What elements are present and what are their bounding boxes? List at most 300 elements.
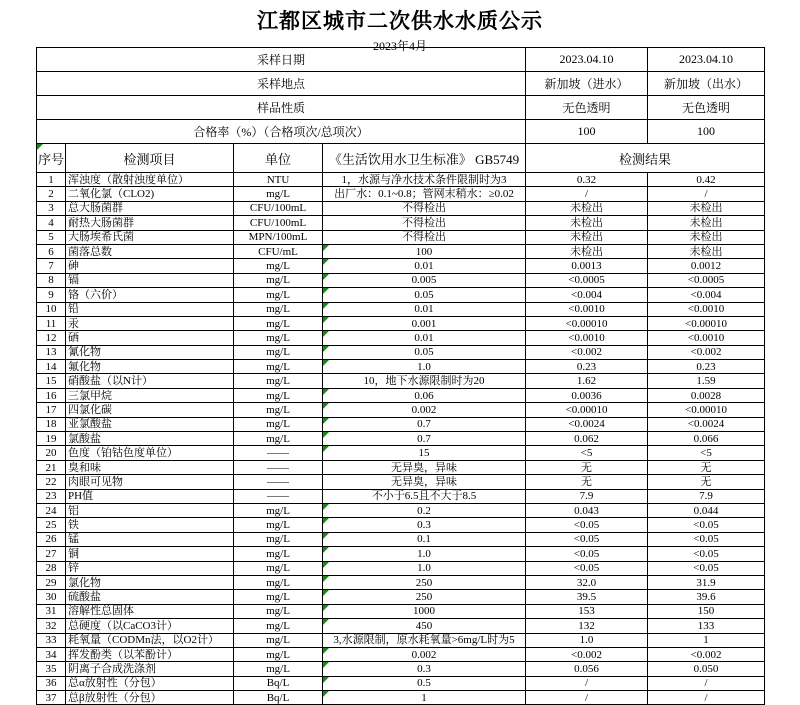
- result-outlet-cell: 未检出: [648, 216, 765, 230]
- row-index-cell: 33: [37, 633, 66, 647]
- table-row: [37, 590, 765, 604]
- item-name-cell: 四氯化碳: [66, 403, 234, 417]
- table-row: [37, 201, 765, 215]
- info-row-label: 样品性质: [37, 96, 526, 120]
- table-row: [37, 561, 765, 575]
- result-inlet-cell: <0.00010: [526, 316, 648, 330]
- standard-limit-cell: 0.01: [323, 331, 526, 345]
- unit-cell: mg/L: [234, 432, 323, 446]
- standard-limit-cell: 1000: [323, 604, 526, 618]
- excel-flag-icon: [323, 331, 329, 337]
- result-outlet-cell: 0.42: [648, 173, 765, 187]
- result-inlet-cell: <0.002: [526, 345, 648, 359]
- unit-cell: mg/L: [234, 633, 323, 647]
- table-row: [37, 288, 765, 302]
- standard-limit-cell: 0.3: [323, 662, 526, 676]
- item-name-cell: 硒: [66, 331, 234, 345]
- result-inlet-cell: 无: [526, 460, 648, 474]
- item-name-cell: PH值: [66, 489, 234, 503]
- excel-flag-icon: [323, 360, 329, 366]
- result-inlet-cell: 132: [526, 619, 648, 633]
- result-outlet-cell: <0.00010: [648, 316, 765, 330]
- info-section: [37, 48, 765, 144]
- row-index-cell: 21: [37, 460, 66, 474]
- unit-cell: ——: [234, 446, 323, 460]
- standard-limit-cell: 0.06: [323, 388, 526, 402]
- standard-limit-cell: 无异臭，异味: [323, 460, 526, 474]
- standard-limit-cell: 0.3: [323, 518, 526, 532]
- unit-cell: mg/L: [234, 518, 323, 532]
- result-inlet-cell: 0.23: [526, 360, 648, 374]
- item-name-cell: 铜: [66, 547, 234, 561]
- result-outlet-cell: <0.004: [648, 288, 765, 302]
- standard-limit-cell: 出厂水：0.1~0.8；管网末稍水：≥0.02: [323, 187, 526, 201]
- column-header-standard: 《生活饮用水卫生标准》 GB5749: [323, 144, 526, 173]
- page-title: 江都区城市二次供水水质公示: [257, 9, 543, 33]
- result-outlet-cell: <0.05: [648, 532, 765, 546]
- result-inlet-cell: 未检出: [526, 201, 648, 215]
- result-inlet-cell: <0.05: [526, 561, 648, 575]
- info-row-sampling-location: [37, 72, 765, 96]
- data-section: [37, 173, 765, 705]
- unit-cell: ——: [234, 489, 323, 503]
- unit-cell: mg/L: [234, 374, 323, 388]
- standard-limit-cell: 1，水源与净水技术条件限制时为3: [323, 173, 526, 187]
- row-index-cell: 16: [37, 388, 66, 402]
- item-name-cell: 耗氧量（CODMn法，以O2计）: [66, 633, 234, 647]
- row-index-cell: 5: [37, 230, 66, 244]
- result-outlet-cell: /: [648, 691, 765, 705]
- column-header-item: 检测项目: [66, 144, 234, 173]
- item-name-cell: 菌落总数: [66, 244, 234, 258]
- unit-cell: mg/L: [234, 259, 323, 273]
- result-outlet-cell: <0.05: [648, 518, 765, 532]
- unit-cell: mg/L: [234, 273, 323, 287]
- unit-cell: mg/L: [234, 604, 323, 618]
- result-outlet-cell: /: [648, 676, 765, 690]
- info-row-sample-property: [37, 96, 765, 120]
- row-index-cell: 27: [37, 547, 66, 561]
- excel-flag-icon: [323, 619, 329, 625]
- table-row: [37, 244, 765, 258]
- table-row: [37, 360, 765, 374]
- excel-flag-icon: [323, 562, 329, 568]
- info-value-inlet: 100: [526, 120, 648, 144]
- item-name-cell: 汞: [66, 316, 234, 330]
- result-outlet-cell: 31.9: [648, 575, 765, 589]
- unit-cell: MPN/100mL: [234, 230, 323, 244]
- row-index-cell: 19: [37, 432, 66, 446]
- unit-cell: mg/L: [234, 417, 323, 431]
- standard-limit-cell: 无异臭，异味: [323, 475, 526, 489]
- info-row-sampling-date: [37, 48, 765, 72]
- table-row: [37, 259, 765, 273]
- item-name-cell: 氯酸盐: [66, 432, 234, 446]
- unit-cell: mg/L: [234, 662, 323, 676]
- result-outlet-cell: <0.05: [648, 547, 765, 561]
- info-value-inlet: 2023.04.10: [526, 48, 648, 72]
- table-row: [37, 691, 765, 705]
- result-outlet-cell: <0.00010: [648, 403, 765, 417]
- row-index-cell: 32: [37, 619, 66, 633]
- result-inlet-cell: <0.0010: [526, 302, 648, 316]
- result-inlet-cell: <0.00010: [526, 403, 648, 417]
- info-row-pass-rate: [37, 120, 765, 144]
- excel-flag-icon: [37, 144, 43, 150]
- result-outlet-cell: <0.0010: [648, 302, 765, 316]
- item-name-cell: 总α放射性（分包）: [66, 676, 234, 690]
- excel-flag-icon: [323, 590, 329, 596]
- table-row: [37, 216, 765, 230]
- unit-cell: mg/L: [234, 547, 323, 561]
- row-index-cell: 36: [37, 676, 66, 690]
- excel-flag-icon: [323, 605, 329, 611]
- result-inlet-cell: 153: [526, 604, 648, 618]
- item-name-cell: 锰: [66, 532, 234, 546]
- item-name-cell: 挥发酚类（以苯酚计）: [66, 647, 234, 661]
- table-row: [37, 547, 765, 561]
- item-name-cell: 氰化物: [66, 345, 234, 359]
- unit-cell: mg/L: [234, 590, 323, 604]
- result-inlet-cell: /: [526, 691, 648, 705]
- standard-limit-cell: 不得检出: [323, 201, 526, 215]
- column-header-index-label: 序号: [37, 151, 64, 167]
- row-index-cell: 35: [37, 662, 66, 676]
- result-inlet-cell: <0.05: [526, 547, 648, 561]
- item-name-cell: 亚氯酸盐: [66, 417, 234, 431]
- excel-flag-icon: [323, 576, 329, 582]
- standard-limit-cell: 10，地下水源限制时为20: [323, 374, 526, 388]
- table-row: [37, 503, 765, 517]
- standard-limit-cell: 0.05: [323, 288, 526, 302]
- unit-cell: mg/L: [234, 331, 323, 345]
- column-header-row: [37, 144, 765, 173]
- standard-limit-cell: 0.05: [323, 345, 526, 359]
- table-row: [37, 460, 765, 474]
- result-inlet-cell: <0.004: [526, 288, 648, 302]
- item-name-cell: 氯化物: [66, 575, 234, 589]
- item-name-cell: 硝酸盐（以N计）: [66, 374, 234, 388]
- result-inlet-cell: 39.5: [526, 590, 648, 604]
- result-inlet-cell: <0.0005: [526, 273, 648, 287]
- table-row: [37, 446, 765, 460]
- item-name-cell: 溶解性总固体: [66, 604, 234, 618]
- row-index-cell: 24: [37, 503, 66, 517]
- item-name-cell: 臭和味: [66, 460, 234, 474]
- excel-flag-icon: [323, 533, 329, 539]
- result-inlet-cell: 1.62: [526, 374, 648, 388]
- result-inlet-cell: /: [526, 676, 648, 690]
- row-index-cell: 13: [37, 345, 66, 359]
- row-index-cell: 28: [37, 561, 66, 575]
- unit-cell: CFU/100mL: [234, 201, 323, 215]
- item-name-cell: 浑浊度（散射浊度单位）: [66, 173, 234, 187]
- unit-cell: mg/L: [234, 647, 323, 661]
- excel-flag-icon: [323, 403, 329, 409]
- unit-cell: mg/L: [234, 619, 323, 633]
- row-index-cell: 25: [37, 518, 66, 532]
- item-name-cell: 硫酸盐: [66, 590, 234, 604]
- result-outlet-cell: 0.0028: [648, 388, 765, 402]
- row-index-cell: 14: [37, 360, 66, 374]
- unit-cell: CFU/mL: [234, 244, 323, 258]
- table-row: [37, 604, 765, 618]
- result-inlet-cell: 0.0036: [526, 388, 648, 402]
- table-row: [37, 432, 765, 446]
- unit-cell: mg/L: [234, 403, 323, 417]
- item-name-cell: 大肠埃希氏菌: [66, 230, 234, 244]
- result-inlet-cell: 1.0: [526, 633, 648, 647]
- row-index-cell: 34: [37, 647, 66, 661]
- excel-flag-icon: [323, 288, 329, 294]
- water-quality-table: [36, 47, 765, 705]
- table-row: [37, 662, 765, 676]
- row-index-cell: 15: [37, 374, 66, 388]
- table-row: [37, 575, 765, 589]
- result-outlet-cell: 1: [648, 633, 765, 647]
- table-row: [37, 345, 765, 359]
- info-value-outlet: 新加坡（出水）: [648, 72, 765, 96]
- excel-flag-icon: [323, 303, 329, 309]
- info-value-inlet: 新加坡（进水）: [526, 72, 648, 96]
- excel-flag-icon: [323, 346, 329, 352]
- result-outlet-cell: <0.0005: [648, 273, 765, 287]
- item-name-cell: 阴离子合成洗涤剂: [66, 662, 234, 676]
- unit-cell: mg/L: [234, 532, 323, 546]
- result-outlet-cell: 0.0012: [648, 259, 765, 273]
- column-header-section: [37, 144, 765, 173]
- row-index-cell: 10: [37, 302, 66, 316]
- standard-limit-cell: 250: [323, 590, 526, 604]
- table-row: [37, 388, 765, 402]
- table-row: [37, 316, 765, 330]
- item-name-cell: 铅: [66, 302, 234, 316]
- item-name-cell: 总β放射性（分包）: [66, 691, 234, 705]
- row-index-cell: 17: [37, 403, 66, 417]
- standard-limit-cell: 1.0: [323, 561, 526, 575]
- standard-limit-cell: 1: [323, 691, 526, 705]
- info-row-label: 采样地点: [37, 72, 526, 96]
- unit-cell: Bq/L: [234, 691, 323, 705]
- result-outlet-cell: <0.0010: [648, 331, 765, 345]
- page-subtitle: 2023年4月: [372, 39, 427, 53]
- standard-limit-cell: 0.2: [323, 503, 526, 517]
- row-index-cell: 12: [37, 331, 66, 345]
- row-index-cell: 18: [37, 417, 66, 431]
- excel-flag-icon: [323, 245, 329, 251]
- row-index-cell: 30: [37, 590, 66, 604]
- result-outlet-cell: 未检出: [648, 244, 765, 258]
- table-row: [37, 403, 765, 417]
- standard-limit-cell: 100: [323, 244, 526, 258]
- result-outlet-cell: <0.05: [648, 561, 765, 575]
- excel-flag-icon: [323, 259, 329, 265]
- excel-flag-icon: [323, 677, 329, 683]
- result-outlet-cell: 0.23: [648, 360, 765, 374]
- table-row: [37, 302, 765, 316]
- result-outlet-cell: 133: [648, 619, 765, 633]
- unit-cell: CFU/100mL: [234, 216, 323, 230]
- item-name-cell: 氟化物: [66, 360, 234, 374]
- standard-limit-cell: 0.005: [323, 273, 526, 287]
- item-name-cell: 总大肠菌群: [66, 201, 234, 215]
- row-index-cell: 20: [37, 446, 66, 460]
- result-outlet-cell: 7.9: [648, 489, 765, 503]
- standard-limit-cell: 不得检出: [323, 216, 526, 230]
- result-outlet-cell: 无: [648, 460, 765, 474]
- row-index-cell: 23: [37, 489, 66, 503]
- unit-cell: mg/L: [234, 360, 323, 374]
- item-name-cell: 砷: [66, 259, 234, 273]
- row-index-cell: 1: [37, 173, 66, 187]
- unit-cell: mg/L: [234, 575, 323, 589]
- table-row: [37, 676, 765, 690]
- result-inlet-cell: 7.9: [526, 489, 648, 503]
- result-outlet-cell: <0.0024: [648, 417, 765, 431]
- table-row: [37, 187, 765, 201]
- item-name-cell: 镉: [66, 273, 234, 287]
- result-inlet-cell: 0.043: [526, 503, 648, 517]
- item-name-cell: 肉眼可见物: [66, 475, 234, 489]
- standard-limit-cell: 0.7: [323, 432, 526, 446]
- result-outlet-cell: 0.050: [648, 662, 765, 676]
- unit-cell: NTU: [234, 173, 323, 187]
- excel-flag-icon: [323, 648, 329, 654]
- standard-limit-cell: 0.5: [323, 676, 526, 690]
- info-value-inlet: 无色透明: [526, 96, 648, 120]
- excel-flag-icon: [323, 389, 329, 395]
- result-outlet-cell: 无: [648, 475, 765, 489]
- result-inlet-cell: /: [526, 187, 648, 201]
- unit-cell: mg/L: [234, 503, 323, 517]
- row-index-cell: 4: [37, 216, 66, 230]
- result-inlet-cell: 0.0013: [526, 259, 648, 273]
- table-row: [37, 173, 765, 187]
- result-inlet-cell: 0.056: [526, 662, 648, 676]
- unit-cell: mg/L: [234, 345, 323, 359]
- standard-limit-cell: 1.0: [323, 360, 526, 374]
- result-inlet-cell: <0.002: [526, 647, 648, 661]
- result-inlet-cell: <0.0010: [526, 331, 648, 345]
- excel-flag-icon: [323, 317, 329, 323]
- row-index-cell: 9: [37, 288, 66, 302]
- row-index-cell: 22: [37, 475, 66, 489]
- unit-cell: mg/L: [234, 388, 323, 402]
- result-outlet-cell: <0.002: [648, 345, 765, 359]
- row-index-cell: 7: [37, 259, 66, 273]
- standard-limit-cell: 1.0: [323, 547, 526, 561]
- table-row: [37, 647, 765, 661]
- info-value-outlet: 100: [648, 120, 765, 144]
- table-row: [37, 489, 765, 503]
- item-name-cell: 耐热大肠菌群: [66, 216, 234, 230]
- row-index-cell: 3: [37, 201, 66, 215]
- result-inlet-cell: 0.062: [526, 432, 648, 446]
- item-name-cell: 色度（铂钴色度单位）: [66, 446, 234, 460]
- info-value-outlet: 2023.04.10: [648, 48, 765, 72]
- result-outlet-cell: 0.066: [648, 432, 765, 446]
- table-row: [37, 331, 765, 345]
- standard-limit-cell: 250: [323, 575, 526, 589]
- result-outlet-cell: 未检出: [648, 201, 765, 215]
- column-header-unit: 单位: [234, 144, 323, 173]
- unit-cell: mg/L: [234, 316, 323, 330]
- excel-flag-icon: [323, 518, 329, 524]
- result-inlet-cell: <0.05: [526, 532, 648, 546]
- result-inlet-cell: 无: [526, 475, 648, 489]
- table-row: [37, 532, 765, 546]
- result-outlet-cell: 150: [648, 604, 765, 618]
- table-row: [37, 273, 765, 287]
- standard-limit-cell: 不小于6.5且不大于8.5: [323, 489, 526, 503]
- standard-limit-cell: 0.002: [323, 647, 526, 661]
- item-name-cell: 铝: [66, 503, 234, 517]
- excel-flag-icon: [323, 547, 329, 553]
- excel-flag-icon: [323, 432, 329, 438]
- standard-limit-cell: 0.001: [323, 316, 526, 330]
- unit-cell: Bq/L: [234, 676, 323, 690]
- row-index-cell: 29: [37, 575, 66, 589]
- result-outlet-cell: 0.044: [648, 503, 765, 517]
- info-value-outlet: 无色透明: [648, 96, 765, 120]
- excel-flag-icon: [323, 446, 329, 452]
- row-index-cell: 37: [37, 691, 66, 705]
- result-inlet-cell: 未检出: [526, 244, 648, 258]
- item-name-cell: 三氯甲烷: [66, 388, 234, 402]
- result-inlet-cell: 32.0: [526, 575, 648, 589]
- standard-limit-cell: 3,水源限制，原水耗氧量>6mg/L时为5: [323, 633, 526, 647]
- table-row: [37, 633, 765, 647]
- table-row: [37, 230, 765, 244]
- standard-limit-cell: 450: [323, 619, 526, 633]
- info-row-label: 采样日期: [37, 48, 526, 72]
- result-outlet-cell: 未检出: [648, 230, 765, 244]
- unit-cell: mg/L: [234, 302, 323, 316]
- unit-cell: mg/L: [234, 187, 323, 201]
- standard-limit-cell: 15: [323, 446, 526, 460]
- excel-flag-icon: [323, 504, 329, 510]
- result-outlet-cell: <5: [648, 446, 765, 460]
- excel-flag-icon: [323, 662, 329, 668]
- row-index-cell: 6: [37, 244, 66, 258]
- unit-cell: mg/L: [234, 288, 323, 302]
- standard-limit-cell: 0.7: [323, 417, 526, 431]
- standard-limit-cell: 0.002: [323, 403, 526, 417]
- standard-limit-cell: 0.01: [323, 259, 526, 273]
- table-row: [37, 619, 765, 633]
- result-inlet-cell: 未检出: [526, 230, 648, 244]
- unit-cell: ——: [234, 460, 323, 474]
- standard-limit-cell: 0.01: [323, 302, 526, 316]
- column-header-index: [37, 144, 66, 173]
- standard-limit-cell: 不得检出: [323, 230, 526, 244]
- standard-limit-cell: 0.1: [323, 532, 526, 546]
- row-index-cell: 8: [37, 273, 66, 287]
- table-row: [37, 417, 765, 431]
- column-header-result: 检测结果: [526, 144, 765, 173]
- table-row: [37, 374, 765, 388]
- result-outlet-cell: <0.002: [648, 647, 765, 661]
- item-name-cell: 二氧化氯（CLO2): [66, 187, 234, 201]
- result-outlet-cell: 1.59: [648, 374, 765, 388]
- result-inlet-cell: <0.0024: [526, 417, 648, 431]
- unit-cell: mg/L: [234, 561, 323, 575]
- excel-flag-icon: [323, 418, 329, 424]
- excel-flag-icon: [323, 691, 329, 697]
- table-row: [37, 475, 765, 489]
- row-index-cell: 2: [37, 187, 66, 201]
- result-outlet-cell: 39.6: [648, 590, 765, 604]
